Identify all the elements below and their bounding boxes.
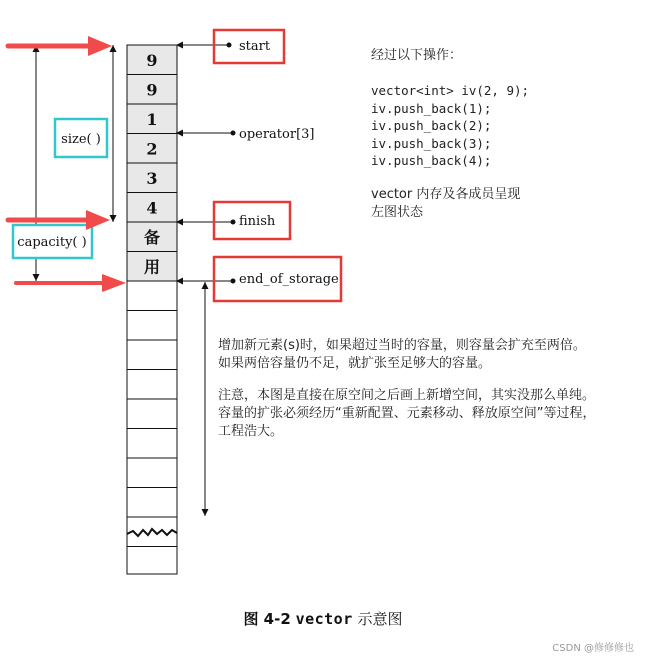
empty-storage-cell: [127, 547, 177, 575]
start-label: start: [239, 39, 271, 54]
operator-pointer: [176, 131, 236, 136]
memory-cell-value: 9: [146, 80, 158, 100]
end-of-storage-label: end_of_storage: [239, 272, 339, 287]
code-line: vector<int> iv(2, 9);: [371, 83, 530, 98]
empty-storage-cell: [127, 370, 177, 400]
start-pointer: [176, 43, 232, 48]
empty-storage-cell: [127, 429, 177, 459]
caution-note-line3: 工程浩大。: [218, 424, 284, 439]
growth-note-line1: 增加新元素(s)时，如果超过当时的容量，则容量会扩充至两倍。: [218, 338, 586, 353]
caption-rest: 示意图: [357, 610, 403, 628]
result-note-line2: 左图状态: [371, 205, 424, 220]
code-block: [371, 82, 529, 170]
watermark: CSDN @修修修也: [552, 643, 634, 654]
memory-cell-value: 1: [146, 109, 158, 129]
memory-cell-value: 3: [146, 168, 158, 188]
finish-pointer: [176, 220, 236, 225]
caption-vector-word: vector: [295, 610, 353, 628]
caution-note-line1: 注意，本图是直接在原空间之后画上新增空间，其实没那么单纯。: [218, 388, 596, 403]
code-line: iv.push_back(1);: [371, 100, 492, 116]
capacity-label: capacity( ): [17, 235, 87, 250]
empty-storage-cell: [127, 311, 177, 341]
end-of-storage-pointer: [176, 279, 236, 284]
code-line: iv.push_back(2);: [371, 118, 492, 133]
size-label: size( ): [61, 132, 101, 147]
empty-storage-cell: [127, 281, 177, 311]
empty-storage-cell: [127, 458, 177, 488]
intro-note: 经过以下操作：: [371, 48, 463, 63]
memory-cell-value: 用: [143, 257, 161, 277]
finish-label: finish: [239, 214, 276, 229]
code-line: iv.push_back(3);: [371, 135, 492, 151]
red-arrow-end-of-storage: [16, 274, 126, 292]
empty-storage-cell: [127, 340, 177, 370]
memory-cell-value: 备: [143, 227, 161, 247]
caption-figure-number: 图 4-2: [243, 610, 291, 628]
red-arrow-start: [8, 36, 112, 56]
operator-label: operator[3]: [239, 127, 315, 142]
memory-cell-value: 2: [146, 139, 158, 159]
empty-storage-cell: [127, 488, 177, 518]
memory-cell-value: 4: [146, 198, 158, 218]
caution-note-line2: 容量的扩张必须经历“重新配置、元素移动、释放原空间”等过程，: [218, 406, 596, 421]
empty-storage-cell: [127, 399, 177, 429]
memory-cells: [127, 45, 177, 281]
code-line: iv.push_back(4);: [371, 153, 492, 168]
growth-note-line2: 如果两倍容量仍不足，就扩张至足够大的容量。: [218, 356, 492, 371]
figure-caption: [0, 608, 646, 629]
result-note-line1: vector 内存及各成员呈现: [371, 187, 521, 202]
memory-cell-value: 9: [146, 50, 158, 70]
